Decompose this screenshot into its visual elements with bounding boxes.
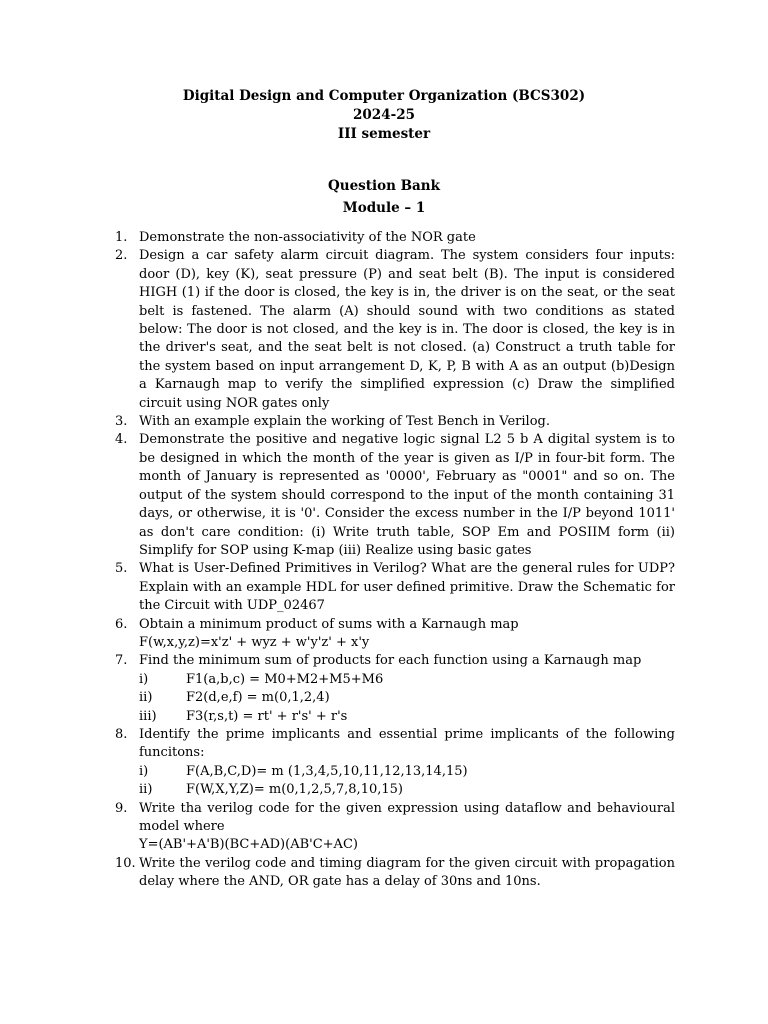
sub-question-item bbox=[139, 763, 675, 781]
question-text: With an example explain the working of Test Bench in Verilog. bbox=[139, 414, 550, 430]
sub-question-text: F(W,X,Y,Z)= m(0,1,2,5,7,8,10,15) bbox=[186, 782, 403, 798]
document-header bbox=[0, 0, 768, 144]
sub-question-label: i) bbox=[139, 763, 149, 779]
sub-question-item bbox=[139, 708, 675, 726]
question-text: Demonstrate the non-associativity of the NOR gate bbox=[139, 230, 476, 245]
question-formula: F(w,x,y,z)=x'z' + wyz + w'y'z' + x'y bbox=[139, 634, 370, 650]
sub-question-text: F(A,B,C,D)= m (1,3,4,5,10,11,12,13,14,15) bbox=[186, 763, 468, 779]
question-text: Design a car safety alarm circuit diagram. The system considers four inputs: door (D), key (K), seat pressure (P) and seat belt (B). The input is considered HIGH (1) if the door is closed, the key is in, the driver is on the seat, or the seat belt is fastened. The alarm (A) should sound with two conditions as stated below: The door is not closed, and the key is in. The door is closed, the key is in the driver's seat, and the seat belt is not closed. (a) Construct a truth table for the system based on input arrangement D, K, P, B with A as an output (b)Design a Karnaugh map to verify the simplified expression (c) Draw the simplified circuit using NOR gates only bbox=[139, 248, 675, 411]
course-title: Digital Design and Computer Organization (BCS302) bbox=[182, 88, 586, 104]
question-bank-title: Question Bank bbox=[328, 178, 440, 194]
question-item bbox=[115, 229, 675, 247]
question-number: 5. bbox=[115, 561, 128, 577]
sub-question-label: ii) bbox=[139, 782, 153, 798]
question-text: Write the verilog code and timing diagram for the given circuit with propagation delay where the AND, OR gate has a delay of 30ns and 10ns. bbox=[139, 855, 675, 890]
question-item bbox=[115, 616, 675, 653]
question-text: Identify the prime implicants and essential prime implicants of the following funcitons: bbox=[139, 726, 675, 761]
sub-question-item bbox=[139, 671, 675, 689]
question-text: Write tha verilog code for the given expression using dataflow and behavioural model where bbox=[139, 800, 675, 834]
sub-question-text: F2(d,e,f) = m(0,1,2,4) bbox=[186, 690, 330, 706]
question-text: Find the minimum sum of products for each function using a Karnaugh map bbox=[139, 653, 642, 669]
question-text: Demonstrate the positive and negative logic signal L2 5 b A digital system is to be designed in which the month of the year is given as I/P in four-bit form. The month of January is represented as '0000', February as "0001" and so on. The output of the system should correspond to the input of the month containing 31 days, or otherwise, it is '0'. Consider the excess number in the I/P beyond 1011' as don't care condition: (i) Write truth table, SOP Em and POSIIM form (ii) Simplify for SOP using K-map (iii) Realize using basic gates bbox=[139, 432, 675, 558]
sub-question-label: i) bbox=[139, 671, 149, 687]
academic-year: 2024-25 bbox=[353, 107, 415, 123]
question-number: 9. bbox=[115, 800, 128, 816]
question-text: Obtain a minimum product of sums with a Karnaugh map bbox=[139, 616, 519, 632]
question-item bbox=[115, 855, 675, 892]
question-item bbox=[115, 560, 675, 615]
question-item bbox=[115, 652, 675, 726]
semester-label: III semester bbox=[337, 126, 431, 142]
question-number: 10. bbox=[115, 855, 136, 871]
sub-question-item bbox=[139, 781, 675, 799]
question-item bbox=[115, 726, 675, 800]
sub-question-item bbox=[139, 689, 675, 707]
question-number: 7. bbox=[115, 653, 128, 669]
question-number: 3. bbox=[115, 414, 128, 430]
question-item bbox=[115, 800, 675, 855]
question-list bbox=[115, 229, 675, 892]
question-number: 8. bbox=[115, 726, 128, 742]
question-number: 4. bbox=[115, 432, 128, 448]
sub-question-list bbox=[139, 763, 675, 800]
sub-question-text: F1(a,b,c) = M0+M2+M5+M6 bbox=[186, 671, 384, 687]
question-number: 6. bbox=[115, 616, 128, 632]
question-item bbox=[115, 431, 675, 560]
question-item bbox=[115, 413, 675, 431]
question-formula: Y=(AB'+A'B)(BC+AD)(AB'C+AC) bbox=[139, 837, 358, 853]
sub-question-text: F3(r,s,t) = rt' + r's' + r's bbox=[186, 708, 348, 724]
sub-question-label: ii) bbox=[139, 690, 153, 706]
sub-question-list bbox=[139, 671, 675, 726]
question-text: What is User-Defined Primitives in Verilog? What are the general rules for UDP? Explain with an example HDL for user defined primitive. Draw the Schematic for the Circuit with UDP_02467 bbox=[139, 561, 675, 614]
question-item bbox=[115, 247, 675, 413]
question-number: 2. bbox=[115, 248, 128, 264]
question-number: 1. bbox=[115, 230, 128, 245]
sub-question-label: iii) bbox=[139, 708, 157, 724]
module-title: Module – 1 bbox=[342, 200, 426, 216]
